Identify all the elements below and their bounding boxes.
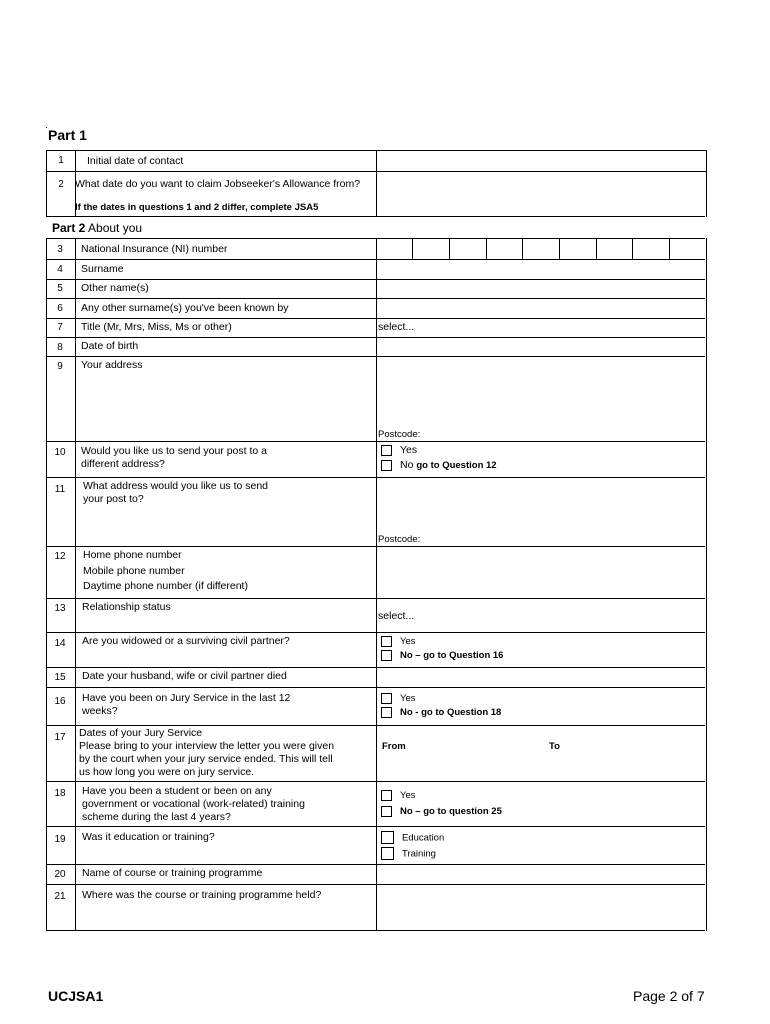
- question-text: us how long you were on jury service.: [79, 766, 255, 778]
- part1-table: [46, 150, 707, 217]
- divider: [46, 318, 705, 319]
- initial-contact-date-field[interactable]: [377, 150, 705, 171]
- page-number: Page 2 of 7: [633, 988, 705, 1004]
- option-yes[interactable]: [381, 789, 416, 802]
- option-no[interactable]: [381, 649, 503, 662]
- question-number: 5: [57, 283, 63, 294]
- option-yes[interactable]: [381, 635, 416, 648]
- option-label: Yes: [400, 636, 416, 647]
- checkbox[interactable]: [381, 636, 392, 647]
- option-label: No – go to Question 16: [400, 650, 504, 661]
- claim-date-field[interactable]: [377, 172, 705, 216]
- divider: [46, 725, 705, 726]
- question-text: different address?: [81, 458, 165, 470]
- part1-heading: Part 1: [48, 127, 87, 143]
- question-number: 17: [54, 732, 66, 743]
- question-text: What date do you want to claim Jobseeker's Allowance from?: [75, 178, 361, 190]
- question-number: 21: [54, 891, 66, 902]
- divider: [46, 632, 705, 633]
- question-text: Name of course or training programme: [82, 867, 263, 879]
- question-number: 6: [57, 303, 63, 314]
- question-text: by the court when your jury service ended. This will tell: [79, 753, 333, 765]
- question-number: 12: [54, 551, 66, 562]
- question-text: Have you been a student or been on any: [82, 785, 272, 797]
- question-text: What address would you like us to send: [83, 480, 269, 492]
- question-number: 16: [54, 696, 66, 707]
- question-text: Daytime phone number (if different): [83, 580, 248, 592]
- divider: [46, 441, 705, 442]
- divider: [559, 239, 560, 259]
- question-number: 4: [57, 264, 63, 275]
- other-surnames-field[interactable]: [377, 299, 704, 317]
- option-label: Yes: [400, 693, 416, 704]
- spouse-death-date-field[interactable]: [377, 668, 704, 686]
- stray-mark: [46, 127, 47, 128]
- option-training[interactable]: [381, 847, 436, 860]
- question-number: 19: [54, 834, 66, 845]
- divider: [75, 238, 76, 931]
- post-address-field[interactable]: [377, 478, 704, 530]
- other-names-field[interactable]: [377, 280, 704, 298]
- question-text: Other name(s): [81, 282, 149, 294]
- option-yes[interactable]: [381, 692, 416, 705]
- question-number: 15: [54, 672, 66, 683]
- question-text: Surname: [81, 263, 124, 275]
- table-row: [47, 172, 706, 217]
- question-number: 13: [54, 603, 66, 614]
- option-label: Education: [402, 832, 445, 844]
- question-text: Where was the course or training programme held?: [82, 889, 322, 901]
- question-text: Have you been on Jury Service in the last 12: [82, 692, 291, 704]
- course-name-field[interactable]: [377, 865, 704, 883]
- question-text: Any other surname(s) you've been known by: [81, 302, 289, 314]
- question-text: Please bring to your interview the letter you were given: [79, 740, 335, 752]
- option-yes[interactable]: [381, 444, 417, 457]
- question-number: 2: [58, 179, 64, 190]
- question-number: 9: [57, 361, 63, 372]
- question-number: 20: [54, 869, 66, 880]
- checkbox[interactable]: [381, 707, 392, 718]
- divider: [486, 239, 487, 259]
- question-number: 11: [54, 484, 66, 495]
- checkbox[interactable]: [381, 806, 392, 817]
- divider: [596, 239, 597, 259]
- checkbox[interactable]: [381, 693, 392, 704]
- question-text: Was it education or training?: [82, 831, 215, 843]
- question-text: Are you widowed or a surviving civil partner?: [82, 635, 290, 647]
- divider: [46, 781, 705, 782]
- question-number: 7: [57, 322, 63, 333]
- question-note: If the dates in questions 1 and 2 differ, complete JSA5: [75, 202, 319, 213]
- question-text: Date of birth: [81, 340, 139, 352]
- question-text: Dates of your Jury Service: [79, 727, 203, 739]
- address-field[interactable]: [377, 357, 704, 427]
- checkbox[interactable]: [381, 445, 392, 456]
- option-label: No – go to question 25: [400, 806, 502, 817]
- question-text: Your address: [81, 359, 143, 371]
- question-number: 8: [57, 342, 63, 353]
- divider: [522, 239, 523, 259]
- question-number: 14: [54, 638, 66, 649]
- postcode-label: Postcode:: [378, 429, 421, 440]
- option-education[interactable]: [381, 831, 444, 844]
- checkbox[interactable]: [381, 650, 392, 661]
- goto-note: go to Question 12: [416, 460, 497, 471]
- question-number: 10: [54, 447, 66, 458]
- divider: [46, 930, 705, 931]
- option-no[interactable]: [381, 706, 501, 719]
- question-text: Initial date of contact: [87, 155, 184, 167]
- question-text: scheme during the last 4 years?: [82, 811, 231, 823]
- divider: [46, 826, 705, 827]
- checkbox[interactable]: [381, 831, 394, 844]
- divider: [632, 239, 633, 259]
- option-label: Yes: [400, 790, 416, 801]
- question-text: National Insurance (NI) number: [81, 243, 228, 255]
- question-text: Mobile phone number: [83, 565, 185, 577]
- part2-heading: [52, 221, 142, 235]
- option-no[interactable]: [381, 805, 502, 818]
- table-row: [47, 150, 706, 171]
- question-text: Home phone number: [83, 549, 182, 561]
- question-text: your post to?: [83, 493, 144, 505]
- divider: [449, 239, 450, 259]
- surname-field[interactable]: [377, 260, 704, 278]
- question-number: 1: [58, 155, 64, 166]
- postcode-label: Postcode:: [378, 534, 421, 545]
- part2-subtitle: About you: [88, 221, 143, 235]
- question-text: Relationship status: [82, 601, 171, 613]
- part2-label: Part 2: [52, 221, 86, 235]
- question-text: Date your husband, wife or civil partner died: [82, 670, 287, 682]
- divider: [412, 239, 413, 259]
- divider: [46, 687, 705, 688]
- divider: [669, 239, 670, 259]
- option-no[interactable]: [381, 459, 497, 472]
- checkbox[interactable]: [381, 847, 394, 860]
- divider: [376, 216, 705, 217]
- ni-number-field[interactable]: [376, 239, 705, 259]
- to-label: To: [549, 741, 560, 752]
- checkbox[interactable]: [381, 790, 392, 801]
- title-select[interactable]: select...: [378, 321, 415, 333]
- question-number: 3: [57, 244, 63, 255]
- course-location-field[interactable]: [377, 885, 704, 929]
- option-label: No - go to Question 18: [400, 707, 502, 718]
- question-number: 18: [54, 788, 66, 799]
- question-text: weeks?: [82, 705, 118, 717]
- question-text: Would you like us to send your post to a: [81, 445, 267, 457]
- form-code: UCJSA1: [48, 988, 104, 1004]
- option-label: Training: [402, 848, 436, 860]
- relationship-status-select[interactable]: select...: [378, 610, 415, 622]
- option-label: Yes: [400, 444, 418, 456]
- divider: [46, 598, 705, 599]
- date-of-birth-field[interactable]: [377, 338, 704, 356]
- phone-numbers-field[interactable]: [377, 547, 704, 597]
- checkbox[interactable]: [381, 460, 392, 471]
- from-label: From: [382, 741, 406, 752]
- question-text: government or vocational (work-related) training: [82, 798, 305, 810]
- question-text: Title (Mr, Mrs, Miss, Ms or other): [81, 321, 232, 333]
- divider: [46, 216, 376, 217]
- option-label: No: [400, 459, 414, 471]
